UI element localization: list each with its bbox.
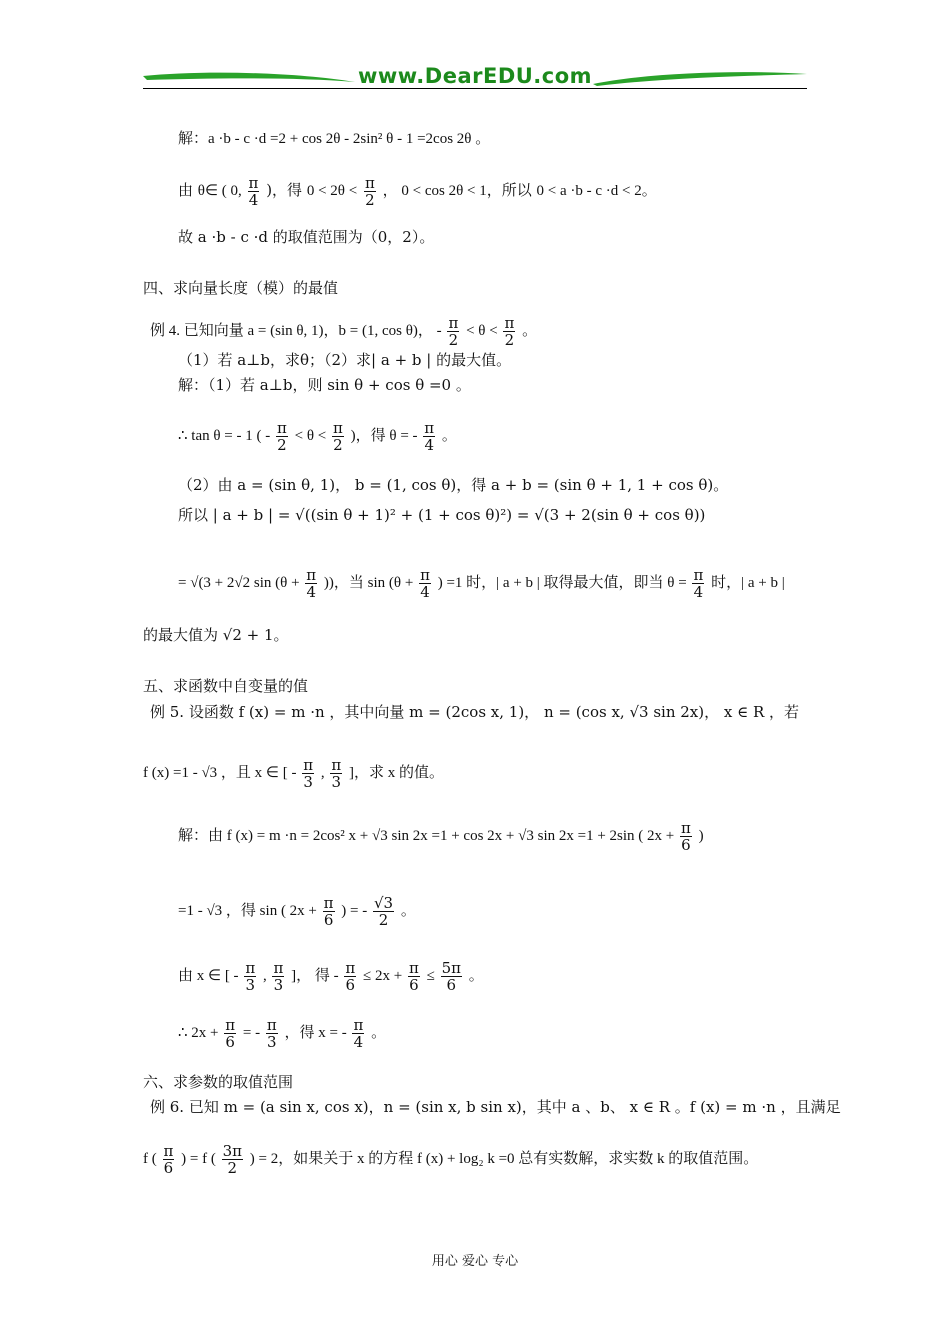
- denominator: 2: [277, 435, 287, 454]
- fraction: [323, 895, 335, 928]
- text: ) =1 时，| a + b | 取得最大值，即当 θ =: [437, 575, 691, 591]
- text: ≤: [426, 968, 439, 984]
- text: 例 4. 已知向量 a = (sin θ, 1)，b = (1, cos θ)， -: [150, 323, 446, 339]
- fraction: [352, 1017, 364, 1050]
- numerator: √3: [374, 893, 394, 912]
- example-4-solution-6: 的最大值为 √2 + 1。: [143, 626, 289, 644]
- denominator: 2: [448, 330, 459, 349]
- fraction: [222, 1143, 243, 1176]
- text: 0 < a ·b - c ·d < 2。: [536, 183, 657, 199]
- numerator: π: [448, 313, 459, 332]
- text: ∴ tan θ = - 1 ( -: [178, 428, 274, 444]
- fraction: [330, 757, 342, 790]
- text: ]，求 x 的值。: [349, 765, 445, 781]
- denominator: 3: [331, 772, 342, 791]
- numerator: π: [681, 818, 691, 837]
- solution-line-1: [178, 128, 490, 148]
- denominator: 4: [420, 582, 430, 601]
- fraction: [272, 960, 284, 993]
- numerator: π: [408, 958, 419, 977]
- text: = √(3 + 2√2 sin (θ +: [178, 575, 304, 591]
- example-5-solution-4: [178, 1012, 386, 1052]
- text: θ∈ ( 0,: [197, 183, 246, 199]
- fraction: [344, 960, 356, 993]
- section-6-heading: 六、求参数的取值范围: [143, 1073, 294, 1091]
- denominator: 4: [306, 582, 316, 601]
- example-4-solution-5: [178, 562, 785, 602]
- numerator: π: [345, 958, 356, 977]
- denominator: 3: [267, 1032, 277, 1051]
- text: ，得 x = -: [284, 1025, 351, 1041]
- numerator: π: [306, 565, 317, 584]
- denominator: 6: [225, 1032, 235, 1051]
- text: = -: [242, 1025, 264, 1041]
- denominator: 3: [273, 975, 284, 994]
- numerator: π: [245, 958, 256, 977]
- numerator: π: [424, 418, 435, 437]
- section-4-heading: 四、求向量长度（模）的最值: [143, 279, 339, 297]
- example-6-condition: [143, 1138, 758, 1178]
- text: 解：a ·b - c ·d =2 + cos 2θ - 2sin² θ - 1 =2cos 2θ 。: [178, 131, 491, 147]
- denominator: 2: [333, 435, 343, 454]
- text: f (x) =1 - √3 ，且 x ∈ [ -: [143, 765, 301, 781]
- fraction: [373, 895, 394, 928]
- fraction: [305, 567, 317, 600]
- denominator: 6: [345, 975, 356, 994]
- example-4-questions: （1）若 a⊥b，求θ；（2）求| a + b | 的最大值。: [178, 351, 512, 369]
- denominator: 2: [365, 190, 375, 209]
- right-swoosh-icon: [593, 68, 807, 90]
- numerator: π: [248, 173, 259, 192]
- text: )，得 θ = -: [350, 428, 422, 444]
- example-5-statement: 例 5. 设函数 f (x) = m ·n ，其中向量 m = (2cos x, 1)， n = (cos x, √3 sin 2x)， x ∈ R ，若: [150, 703, 800, 721]
- text: < θ <: [294, 428, 330, 444]
- denominator: 2: [504, 330, 515, 349]
- text: f (: [143, 1151, 161, 1167]
- fraction: [441, 960, 462, 993]
- page-footer: 用心 爱心 专心: [431, 1254, 519, 1269]
- numerator: π: [303, 755, 314, 774]
- text: 时，| a + b |: [711, 575, 785, 591]
- denominator: 4: [424, 435, 434, 454]
- text: ) = 2，如果关于 x 的方程 f (x) + log₂ k =0 总有实数解，求实数 k 的取值范围。: [249, 1151, 759, 1167]
- denominator: 6: [409, 975, 419, 994]
- fraction: [692, 567, 704, 600]
- denominator: 4: [693, 582, 704, 601]
- fraction: [503, 315, 515, 348]
- text: 。: [441, 426, 457, 444]
- text: ,: [320, 765, 329, 781]
- fraction: [332, 420, 344, 453]
- denominator: 2: [227, 1158, 238, 1177]
- example-5-solution-1: [178, 815, 704, 855]
- example-4-solution-1: 解：（1）若 a⊥b，则 sin θ + cos θ =0 。: [178, 376, 471, 394]
- fraction: [680, 820, 692, 853]
- text: 由: [178, 181, 194, 199]
- text: 。: [400, 901, 416, 919]
- text: ): [698, 828, 704, 844]
- fraction: [244, 960, 256, 993]
- text: 。: [468, 966, 484, 984]
- fraction: [364, 175, 376, 208]
- page-header: [143, 62, 807, 92]
- fraction: [423, 420, 435, 453]
- numerator: π: [225, 1015, 236, 1034]
- text: ， 0 < cos 2θ < 1，所以: [382, 183, 532, 199]
- fraction: [163, 1143, 175, 1176]
- example-4-solution-3: （2）由 a = (sin θ, 1)， b = (1, cos θ)，得 a + b = (sin θ + 1, 1 + cos θ)。: [178, 476, 729, 494]
- text: ]， 得 -: [291, 968, 343, 984]
- fraction: [419, 567, 431, 600]
- text: ) = -: [341, 903, 371, 919]
- numerator: π: [163, 1141, 174, 1160]
- text: )，得: [266, 181, 303, 199]
- solution-line-3: [178, 227, 434, 247]
- denominator: 3: [245, 975, 256, 994]
- fraction: [276, 420, 288, 453]
- example-4-solution-4: 所以 | a + b | = √((sin θ + 1)² + (1 + cos θ)²) = √(3 + 2(sin θ + cos θ)): [178, 506, 706, 524]
- numerator: π: [693, 565, 704, 584]
- fraction: [266, 1017, 278, 1050]
- denominator: 6: [681, 835, 691, 854]
- text: 解：由 f (x) = m ·n = 2cos² x + √3 sin 2x =1 + cos 2x + √3 sin 2x =1 + 2sin ( 2x +: [178, 828, 678, 844]
- example-5-solution-3: [178, 955, 484, 995]
- numerator: π: [353, 1015, 364, 1034]
- numerator: π: [333, 418, 343, 437]
- numerator: π: [323, 893, 334, 912]
- text: ))，当 sin (θ +: [323, 575, 418, 591]
- numerator: π: [331, 755, 342, 774]
- example-4-solution-2: [178, 415, 457, 455]
- fraction: [302, 757, 314, 790]
- numerator: π: [277, 418, 287, 437]
- fraction: [447, 315, 459, 348]
- text: 。: [522, 321, 538, 339]
- section-5-heading: 五、求函数中自变量的值: [143, 677, 309, 695]
- text: 由 x ∈ [ -: [178, 968, 243, 984]
- numerator: π: [266, 1015, 277, 1034]
- text: 故 a ·b - c ·d 的取值范围为（0，2）。: [178, 228, 435, 246]
- denominator: 2: [378, 910, 389, 929]
- text: 0 < 2θ <: [306, 183, 358, 199]
- numerator: π: [273, 958, 284, 977]
- fraction: [408, 960, 420, 993]
- text: =1 - √3 ，得 sin ( 2x +: [178, 903, 321, 919]
- denominator: 3: [303, 772, 313, 791]
- numerator: 5π: [441, 958, 461, 977]
- text: ,: [262, 968, 271, 984]
- denominator: 6: [163, 1158, 174, 1177]
- example-5-solution-2: [178, 890, 416, 930]
- site-title: www.DearEDU.com: [357, 64, 593, 88]
- denominator: 4: [353, 1032, 364, 1051]
- text: 。: [371, 1023, 387, 1041]
- denominator: 4: [248, 190, 259, 209]
- numerator: 3π: [222, 1141, 242, 1160]
- text: < θ <: [466, 323, 502, 339]
- text: ∴ 2x +: [178, 1025, 223, 1041]
- example-5-condition: [143, 752, 444, 792]
- fraction: [248, 175, 260, 208]
- numerator: π: [504, 313, 515, 332]
- text: ≤ 2x +: [362, 968, 406, 984]
- solution-line-2: [178, 170, 657, 210]
- numerator: π: [420, 565, 430, 584]
- fraction: [224, 1017, 236, 1050]
- text: ) = f (: [181, 1151, 220, 1167]
- denominator: 6: [323, 910, 334, 929]
- example-4-statement: [150, 310, 537, 350]
- example-6-statement: 例 6. 已知 m = (a sin x, cos x)，n = (sin x, b sin x)，其中 a 、b、 x ∈ R 。f (x) = m ·n ，且满足: [150, 1098, 841, 1116]
- header-rule: [143, 88, 807, 89]
- numerator: π: [364, 173, 375, 192]
- denominator: 6: [446, 975, 457, 994]
